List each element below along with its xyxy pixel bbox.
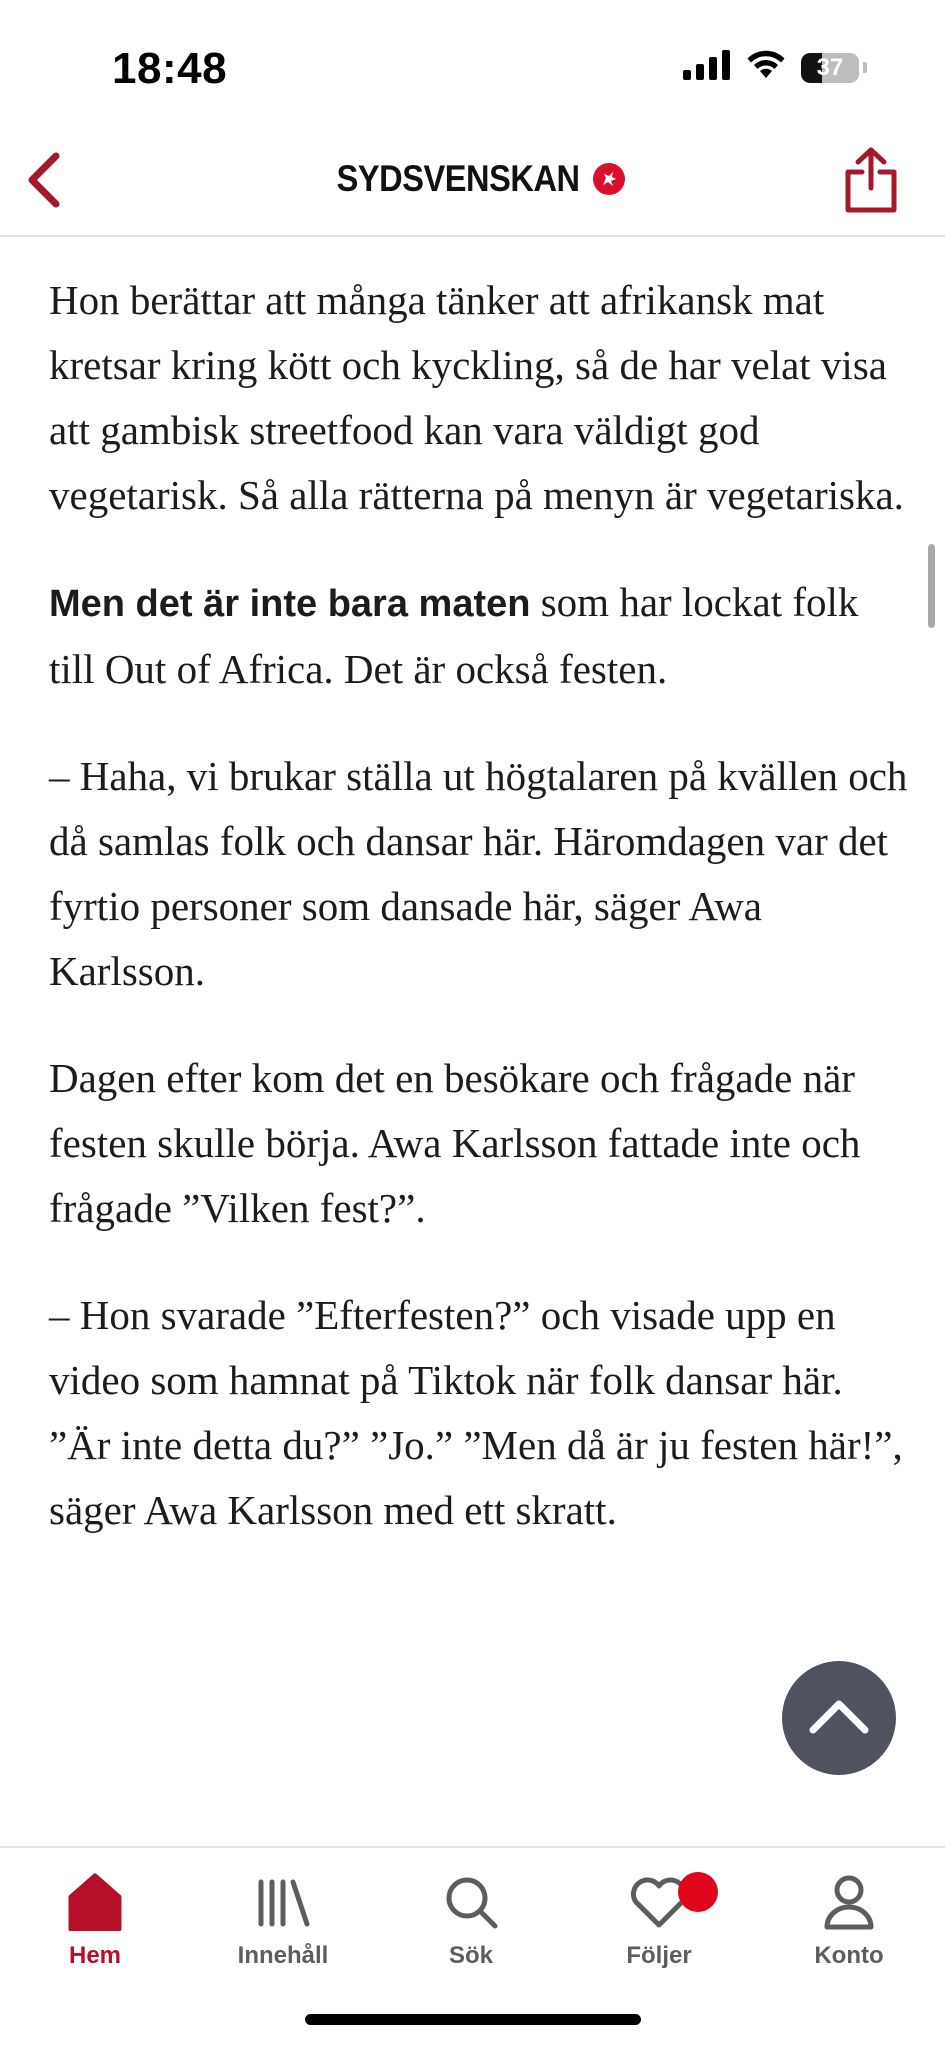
article-paragraph xyxy=(49,1046,909,1241)
paragraph-text: – Haha, vi brukar ställa ut högtalaren på kvällen och då samlas folk och dansar här. Häromdagen var det fyrtio personer som dansade här, säger Awa Karlsson. xyxy=(49,753,908,994)
tab-home[interactable] xyxy=(20,1868,170,1988)
cellular-signal-icon xyxy=(683,50,731,85)
battery-percentage: 37 xyxy=(816,53,844,81)
status-icons xyxy=(683,50,867,85)
tab-follow[interactable] xyxy=(584,1868,734,1988)
notification-badge xyxy=(678,1872,718,1912)
tab-label: Följer xyxy=(626,1942,692,1969)
paragraph-text: Dagen efter kom det en besökare och frågade när festen skulle börja. Awa Karlsson fattade inte och frågade ”Vilken fest?”. xyxy=(49,1055,861,1231)
tab-label: Hem xyxy=(68,1942,122,1969)
article-paragraph xyxy=(49,268,909,528)
home-indicator xyxy=(305,2014,641,2025)
article-body xyxy=(49,235,909,1585)
tab-content[interactable] xyxy=(208,1868,358,1988)
article-paragraph xyxy=(49,744,909,1004)
tab-label: Konto xyxy=(814,1942,884,1969)
griffin-emblem-icon xyxy=(593,163,625,195)
scrollbar-thumb[interactable] xyxy=(928,544,935,628)
share-button[interactable] xyxy=(839,146,903,218)
chevron-up-icon xyxy=(809,1698,869,1739)
tab-label: Innehåll xyxy=(237,1942,329,1969)
status-bar xyxy=(0,0,945,130)
paragraph-lead-bold: Men det är inte bara maten xyxy=(49,583,531,625)
paragraph-text: som har lockat folk till Out of Africa. Det är också festen. xyxy=(49,579,859,692)
share-icon xyxy=(842,146,900,219)
app-header xyxy=(0,130,945,237)
status-time: 18:48 xyxy=(112,44,228,93)
scroll-to-top-button[interactable] xyxy=(782,1661,896,1775)
article-paragraph xyxy=(49,1283,909,1543)
home-icon xyxy=(67,1868,123,1936)
battery-indicator xyxy=(801,53,859,83)
wifi-icon xyxy=(745,50,787,85)
paragraph-text: Hon berättar att många tänker att afrikansk mat kretsar kring kött och kyckling, så de har velat visa att gambisk streetfood kan vara väldigt god vegetarisk. Så alla rätterna på menyn är vegetariska. xyxy=(49,277,904,518)
paragraph-text: – Hon svarade ”Efterfesten?” och visade upp en video som hamnat på Tiktok när folk dansar här. ”Är inte detta du?” ”Jo.” ”Men då är ju festen här!”, säger Awa Karlsson med ett skratt. xyxy=(49,1292,903,1533)
library-icon xyxy=(255,1868,311,1936)
sydsvenskan-logo xyxy=(0,158,945,200)
logo-text: SYDSVENSKAN xyxy=(336,158,581,199)
battery-cap xyxy=(863,62,867,73)
search-icon xyxy=(443,1868,499,1936)
article-paragraph xyxy=(49,570,909,702)
user-icon xyxy=(821,1868,877,1936)
tab-search[interactable] xyxy=(396,1868,546,1988)
tab-account[interactable] xyxy=(774,1868,924,1988)
tab-label: Sök xyxy=(448,1942,493,1969)
